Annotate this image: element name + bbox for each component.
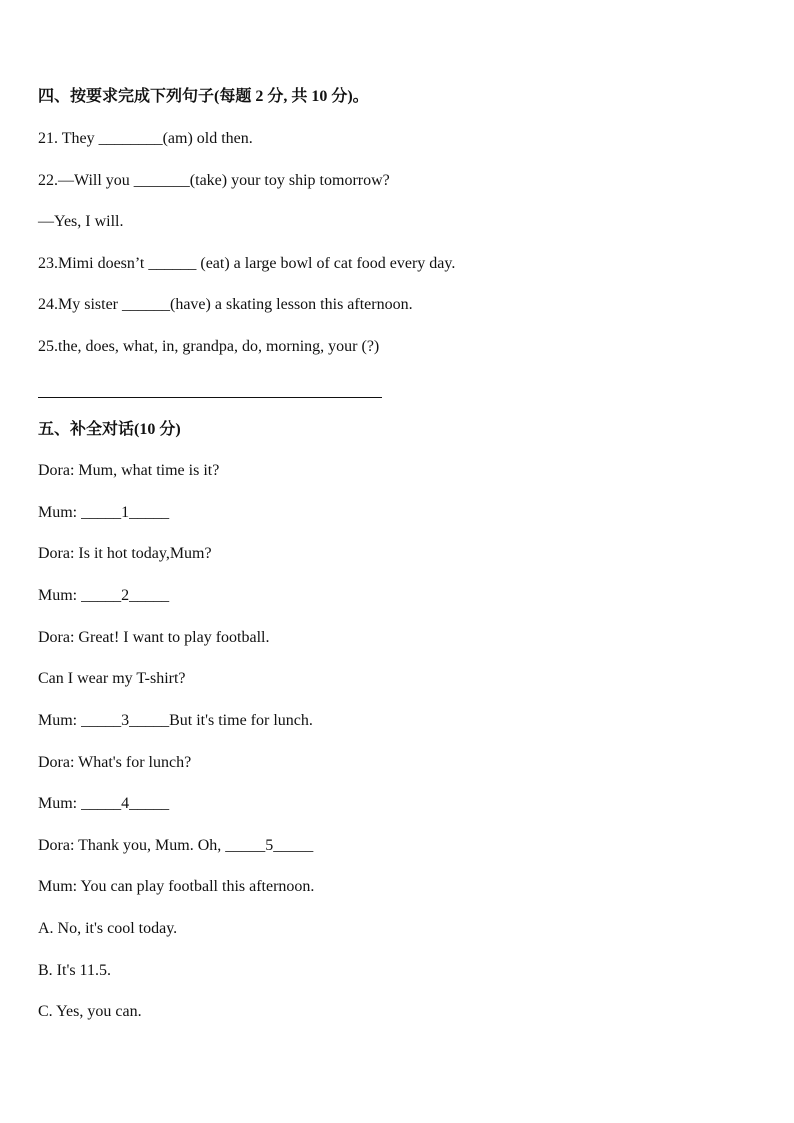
dialogue-line: Dora: Great! I want to play football.: [38, 629, 270, 646]
dialogue-line: Dora: Thank you, Mum. Oh, _____5_____: [38, 837, 314, 854]
dialogue-line: Mum: _____4_____: [38, 795, 170, 812]
dialogue-line: Mum: _____2_____: [38, 587, 170, 604]
question-24: 24.My sister ______(have) a skating lesson this afternoon.: [38, 296, 413, 313]
dialogue-line: Dora: Mum, what time is it?: [38, 462, 220, 479]
dialogue-line: Mum: _____3_____But it's time for lunch.: [38, 712, 313, 729]
dialogue-line: Mum: _____1_____: [38, 504, 170, 521]
dialogue-line: Mum: You can play football this afternoon.: [38, 878, 315, 895]
option-c: C. Yes, you can.: [38, 1003, 142, 1020]
answer-line: [38, 397, 382, 398]
dialogue-line: Can I wear my T-shirt?: [38, 670, 186, 687]
question-22-prompt: 22.—Will you _______(take) your toy ship tomorrow?: [38, 172, 390, 189]
question-23: 23.Mimi doesn’t ______ (eat) a large bowl of cat food every day.: [38, 255, 456, 272]
option-a: A. No, it's cool today.: [38, 920, 178, 937]
question-25: 25.the, does, what, in, grandpa, do, morning, your (?): [38, 338, 380, 355]
dialogue-line: Dora: What's for lunch?: [38, 754, 192, 771]
option-b: B. It's 11.5.: [38, 962, 111, 979]
section-5-heading: 五、补全对话(10 分): [38, 421, 181, 438]
question-21: 21. They ________(am) old then.: [38, 130, 253, 147]
dialogue-line: Dora: Is it hot today,Mum?: [38, 545, 212, 562]
section-4-heading: 四、按要求完成下列句子(每题 2 分, 共 10 分)。: [38, 88, 369, 105]
question-22-response: —Yes, I will.: [38, 213, 124, 230]
